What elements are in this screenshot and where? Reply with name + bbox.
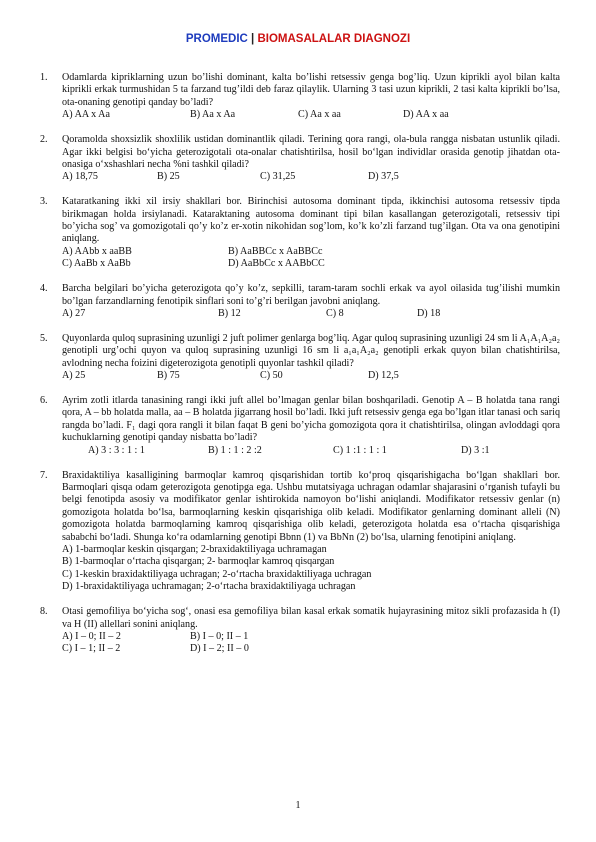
question-text: Odamlarda kipriklarning uzun bo’lishi dominant, kalta bo’lishi retsessiv genga bog’liq. Uzun kiprikli ayol bilan kalta kiprikli erkak turmushidan 5 ta farzand tug’ildi deb faraz qilaylik. Ularning 3 tasi uzun kiprikli, 2 tasi kalta kiprikli bo’lsa, ota-onaning genotipi qanday bo’ladi? <box>62 72 560 108</box>
question-text: Quyonlarda quloq suprasining uzunligi 2 juft polimer genlarga bog’liq. Agar quloq suprasining uzunligi 24 sm li A₁A₁A₂a₂ genotipli urg’ochi quyon va quloq suprasining uzunligi 16 sm li a₁a₁A₂a₂ genotipli erkak quyon bilan chatishtirilsa, avlodning necha foizini digeterozigota genotipli quyonlar tashkil qiladi? <box>62 332 560 369</box>
option-c: C) 8 <box>326 308 344 319</box>
question-number: 6. <box>40 395 48 407</box>
question-number: 1. <box>40 72 48 83</box>
question-1 <box>40 72 560 122</box>
answer-options <box>62 308 560 320</box>
question-number: 4. <box>40 283 48 295</box>
question-2 <box>40 134 560 184</box>
option-b: B) Aa x Aa <box>190 109 236 121</box>
question-5 <box>40 333 560 383</box>
option-d: D) AaBbCc x AABbCC <box>228 258 325 270</box>
question-4 <box>40 283 560 320</box>
question-text: Braxidaktiliya kasalligining barmoqlar kamroq qisqarishidan tortib ko‘proq qisqarishigacha bo‘lgan shakllari bor. Barmoqlari qisqa odam geterozigota genotipga ega. Ushbu mutatsiyaga uchragan odamlar shajarasini o‘rganish tufayli bu belgi fenotipda asosiy va modifikator genlar ishtirokida namoyon bo‘lishi aniqlandi. Modifikator retsessiv genlar (n) gomozigota holatda bo‘lsa, barmoqlarning keskin qisqarishiga olib keladi. Modifikator genlarning dominant alleli (N) gomozigota holatda barmoqlarning kamroq qisqarishiga olib keladi, geterozigota holatda esa o‘rtacha qisqarishiga sababchi bo‘ladi. Shunga ko‘ra odamlarning genotipi Bbnn (1) va BbNn (2) bo‘lsa, ularning fenotipini aniqlang. <box>62 469 560 543</box>
option-b: B) 25 <box>157 171 180 183</box>
answer-options <box>62 544 560 594</box>
answer-options <box>88 445 560 457</box>
page-header <box>0 33 596 45</box>
option-a: A) 1-barmoqlar keskin qisqargan; 2-braxidaktiliyaga uchramagan <box>62 544 327 555</box>
question-text: Otasi gemofiliya bo‘yicha sog‘, onasi esa gemofiliya bilan kasal erkak somatik hujayrasining mitoz sikli profazasida h (I) va H (II) allellari sonini aniqlang. <box>62 606 560 630</box>
option-c: C) 1-keskin braxidaktiliyaga uchragan; 2-o‘rtacha braxidaktiliyaga uchragan <box>62 568 372 580</box>
page-number: 1 <box>295 800 301 811</box>
option-b: B) 12 <box>218 308 241 319</box>
option-c: C) 50 <box>260 370 283 382</box>
option-b: B) 1 : 1 : 2 :2 <box>208 444 262 456</box>
question-7 <box>40 470 560 594</box>
option-b: B) I – 0; II – 1 <box>190 630 249 642</box>
answer-options <box>62 246 560 271</box>
option-d: D) AA x aa <box>403 109 449 121</box>
option-b: B) AaBBCc x AaBBCc <box>228 245 323 257</box>
option-a: A) 27 <box>62 308 86 319</box>
question-text: Ayrim zotli itlarda tanasining rangi ikki juft allel bo’lmagan genlar bilan boshqariladi. Genotip A – B holatda tana rangi qora, A – bb holatda malla, aa – B holatda jigarrang hosil bo’ladi. Ikki juft retsessiv genga ega bo’lgan itlar tanasi och sariq rangda bo’ladi. F₁ dagi qora rangli it bilan faqat B geni bo’yicha gomozigota qora it chatishtirilsa, olingan avloddagi qora kuchuklarning genotipi qanday nisbatta bo’ladi? <box>62 395 560 444</box>
question-number: 2. <box>40 134 48 146</box>
option-a: A) AA x Aa <box>62 109 110 121</box>
option-a: A) AAbb x aaBB <box>62 245 132 257</box>
question-text: Kataratkaning ikki xil irsiy shakllari bor. Birinchisi autosoma dominant tipda, ikkinchisi autosoma retsessiv tipda birikmagan holda irsiylanadi. Kataraktaning autosoma dominant tipi bilan kasallangan geterozigotali, retsessiv tipi bo’yicha sog’ va gomozigotali qo’y ko’z er-xotin nikohidan sog’lom, ko’k ko’zli farzand tug’ilgan. Ota va ona genotipini aniqlang. <box>62 196 560 245</box>
option-d: D) 18 <box>417 308 441 319</box>
option-c: C) 31,25 <box>260 171 296 183</box>
answer-options <box>62 631 560 656</box>
answer-options <box>62 171 560 183</box>
header-topic: BIOMASALALAR DIAGNOZI <box>257 33 411 45</box>
question-number: 8. <box>40 606 48 618</box>
question-list <box>40 72 560 668</box>
option-d: D) 3 :1 <box>461 444 490 456</box>
option-a: A) 18,75 <box>62 171 98 183</box>
question-6 <box>40 395 560 457</box>
option-c: C) I – 1; II – 2 <box>62 643 121 655</box>
option-c: C) Aa x aa <box>298 109 341 121</box>
question-number: 5. <box>40 332 48 344</box>
option-a: A) 3 : 3 : 1 : 1 <box>88 444 145 456</box>
option-d: D) 12,5 <box>368 370 399 382</box>
option-c: C) 1 :1 : 1 : 1 <box>333 444 387 456</box>
question-8 <box>40 606 560 656</box>
option-c: C) AaBb x AaBb <box>62 258 131 270</box>
option-a: A) 25 <box>62 370 86 382</box>
option-b: B) 75 <box>157 370 180 382</box>
option-b: B) 1-barmoqlar o‘rtacha qisqargan; 2- barmoqlar kamroq qisqargan <box>62 556 335 568</box>
option-d: D) I – 2; II – 0 <box>190 643 249 655</box>
option-d: D) 37,5 <box>368 171 399 183</box>
answer-options <box>62 370 560 382</box>
header-separator: | <box>251 33 255 45</box>
question-text: Qoramolda shoxsizlik shoxlilik ustidan dominantlik qiladi. Terining qora rangi, ola-bula rangga nisbatan ustunlik qiladi. Agar ikki belgisi bo‘yicha geterozigotali ota-onalar chatishtirilsa, hosil bo‘lgan individlar orasida genotip jihatdan ota-onasiga o‘xshashlari necha %ni tashkil qiladi? <box>62 134 560 170</box>
answer-options <box>62 109 560 121</box>
question-number: 7. <box>40 469 48 481</box>
question-text: Barcha belgilari bo’yicha geterozigota qo’y ko’z, sepkilli, taram-taram sochli erkak va ayol oilasida tug’ilishi mumkin bo’lgan farzandlarning fenotipik sinflari soni to’g’ri berilgan javobni aniqlang. <box>62 283 560 307</box>
option-a: A) I – 0; II – 2 <box>62 630 121 642</box>
question-3 <box>40 196 560 270</box>
option-d: D) 1-braxidaktiliyaga uchramagan; 2-o‘rtacha braxidaktiliyaga uchragan <box>62 581 356 593</box>
question-number: 3. <box>40 196 48 208</box>
brand-name: PROMEDIC <box>185 33 248 45</box>
